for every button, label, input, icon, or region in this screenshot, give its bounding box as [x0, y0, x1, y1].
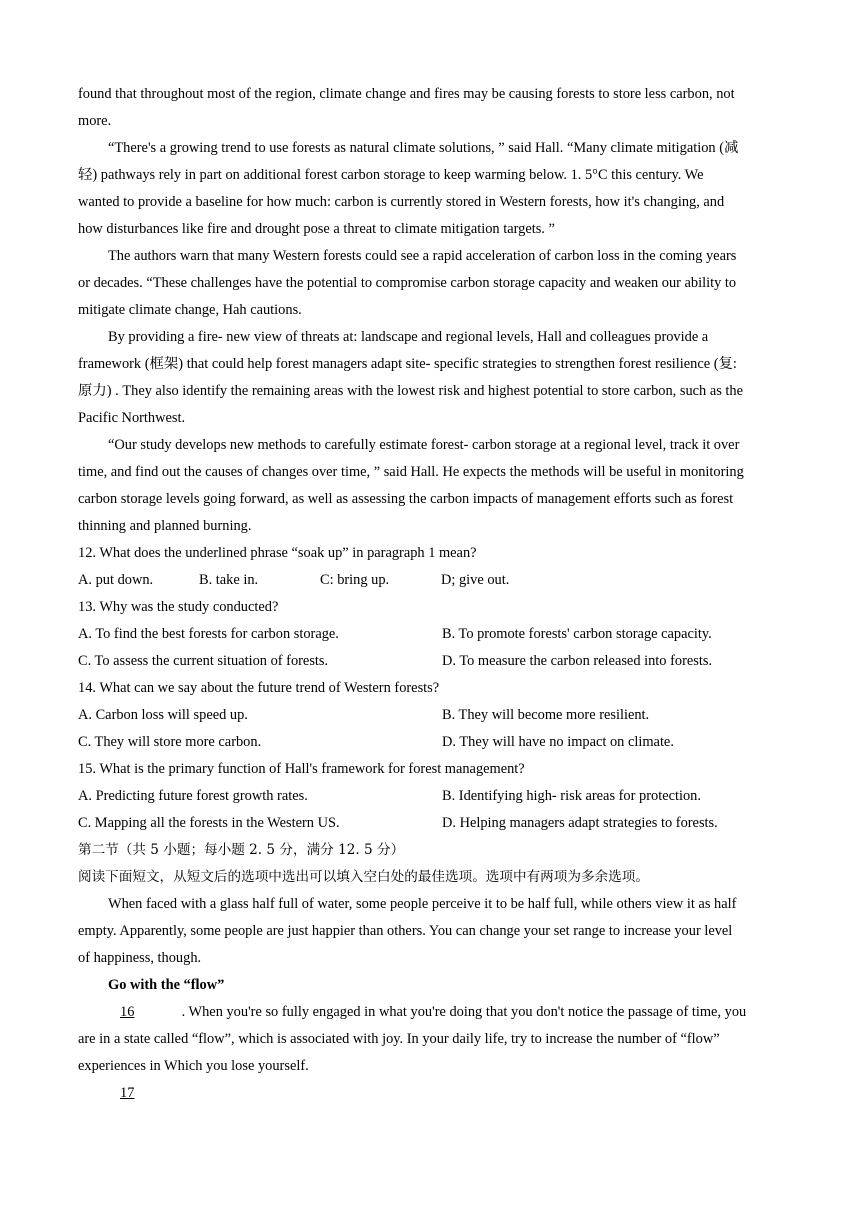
question-14-options-row-2 [78, 729, 784, 756]
passage-line: or decades. “These challenges have the potential to compromise carbon storage capacity and weaken our ability to [78, 275, 737, 291]
passage-line: thinning and planned burning. [78, 518, 252, 534]
section-2-instruction: 阅读下面短文，从短文后的选项中选出可以填入空白处的最佳选项。选项中有两项为多余选项。 [78, 869, 649, 885]
option-a[interactable]: A. To find the best forests for carbon storage. [78, 626, 339, 642]
question-13-options-row-2 [78, 648, 784, 675]
passage-line: “There's a growing trend to use forests as natural climate solutions, ” said Hall. “Many climate mitigation (减 [108, 140, 739, 156]
intro-line: of happiness, though. [78, 950, 202, 966]
option-b[interactable]: B. They will become more resilient. [442, 707, 650, 723]
passage-line: more. [78, 113, 112, 129]
flow-line-1-text: . When you're so fully engaged in what you're doing that you don't notice the passage of time, you [178, 1004, 747, 1020]
option-d[interactable]: D. They will have no impact on climate. [442, 734, 674, 750]
option-c[interactable]: C. To assess the current situation of forests. [78, 653, 329, 669]
question-12-stem: 12. What does the underlined phrase “soak up” in paragraph 1 mean? [78, 545, 477, 561]
option-a[interactable]: A. Predicting future forest growth rates. [78, 788, 308, 804]
flow-line: experiences in Which you lose yourself. [78, 1058, 309, 1074]
question-13-options-row-1 [78, 621, 784, 648]
passage-line: “Our study develops new methods to carefully estimate forest- carbon storage at a regional level, track it over [108, 437, 740, 453]
option-c[interactable]: C. They will store more carbon. [78, 734, 262, 750]
subheading: Go with the “flow” [108, 977, 225, 993]
option-c[interactable]: C. Mapping all the forests in the Western US. [78, 815, 340, 831]
option-d[interactable]: D. Helping managers adapt strategies to forests. [442, 815, 718, 831]
blank-17-line [78, 1080, 784, 1107]
flow-line-1 [78, 999, 784, 1026]
blank-17[interactable]: 17 [120, 1085, 135, 1101]
passage-line: framework (框架) that could help forest managers adapt site- specific strategies to strengthen forest resilience (复: [78, 356, 737, 372]
passage-line: 原力) . They also identify the remaining areas with the lowest risk and highest potential to store carbon, such as the [78, 383, 743, 399]
option-d[interactable]: D; give out. [441, 572, 510, 588]
option-b[interactable]: B. To promote forests' carbon storage capacity. [442, 626, 712, 642]
question-15-options-row-1 [78, 783, 784, 810]
intro-line: When faced with a glass half full of water, some people perceive it to be half full, while others view it as half [108, 896, 737, 912]
passage-line: The authors warn that many Western forests could see a rapid acceleration of carbon loss in the coming years [108, 248, 737, 264]
question-13-stem: 13. Why was the study conducted? [78, 599, 279, 615]
passage-line: wanted to provide a baseline for how much: carbon is currently stored in Western forests, how it's changing, and [78, 194, 725, 210]
passage-line: Pacific Northwest. [78, 410, 186, 426]
question-15-stem: 15. What is the primary function of Hall's framework for forest management? [78, 761, 525, 777]
option-b[interactable]: B. Identifying high- risk areas for protection. [442, 788, 701, 804]
passage-line: mitigate climate change, Hah cautions. [78, 302, 302, 318]
passage-line: 轻) pathways rely in part on additional forest carbon storage to keep warming below. 1. 5°C this century. We [78, 167, 704, 183]
passage-line: time, and find out the causes of changes over time, ” said Hall. He expects the methods will be useful in monitoring [78, 464, 744, 480]
section-2-header: 第二节（共 5 小题；每小题 2. 5 分，满分 12. 5 分） [78, 842, 405, 858]
question-15-options-row-2 [78, 810, 784, 837]
exam-page [78, 81, 784, 1107]
flow-line: are in a state called “flow”, which is associated with joy. In your daily life, try to increase the number of “flow” [78, 1031, 720, 1047]
intro-line: empty. Apparently, some people are just happier than others. You can change your set range to increase your level [78, 923, 733, 939]
option-d[interactable]: D. To measure the carbon released into forests. [442, 653, 713, 669]
passage-line: carbon storage levels going forward, as well as assessing the carbon impacts of management efforts such as forest [78, 491, 734, 507]
option-a[interactable]: A. put down. [78, 572, 154, 588]
passage-line: how disturbances like fire and drought pose a threat to climate mitigation targets. ” [78, 221, 555, 237]
option-c[interactable]: C: bring up. [320, 572, 390, 588]
question-14-stem: 14. What can we say about the future trend of Western forests? [78, 680, 440, 696]
blank-16[interactable]: 16 [120, 1004, 135, 1020]
passage-line: By providing a fire- new view of threats at: landscape and regional levels, Hall and colleagues provide a [108, 329, 709, 345]
option-b[interactable]: B. take in. [199, 572, 259, 588]
option-a[interactable]: A. Carbon loss will speed up. [78, 707, 248, 723]
question-12-options [78, 567, 784, 594]
passage-line: found that throughout most of the region, climate change and fires may be causing forests to store less carbon, not [78, 86, 735, 102]
question-14-options-row-1 [78, 702, 784, 729]
